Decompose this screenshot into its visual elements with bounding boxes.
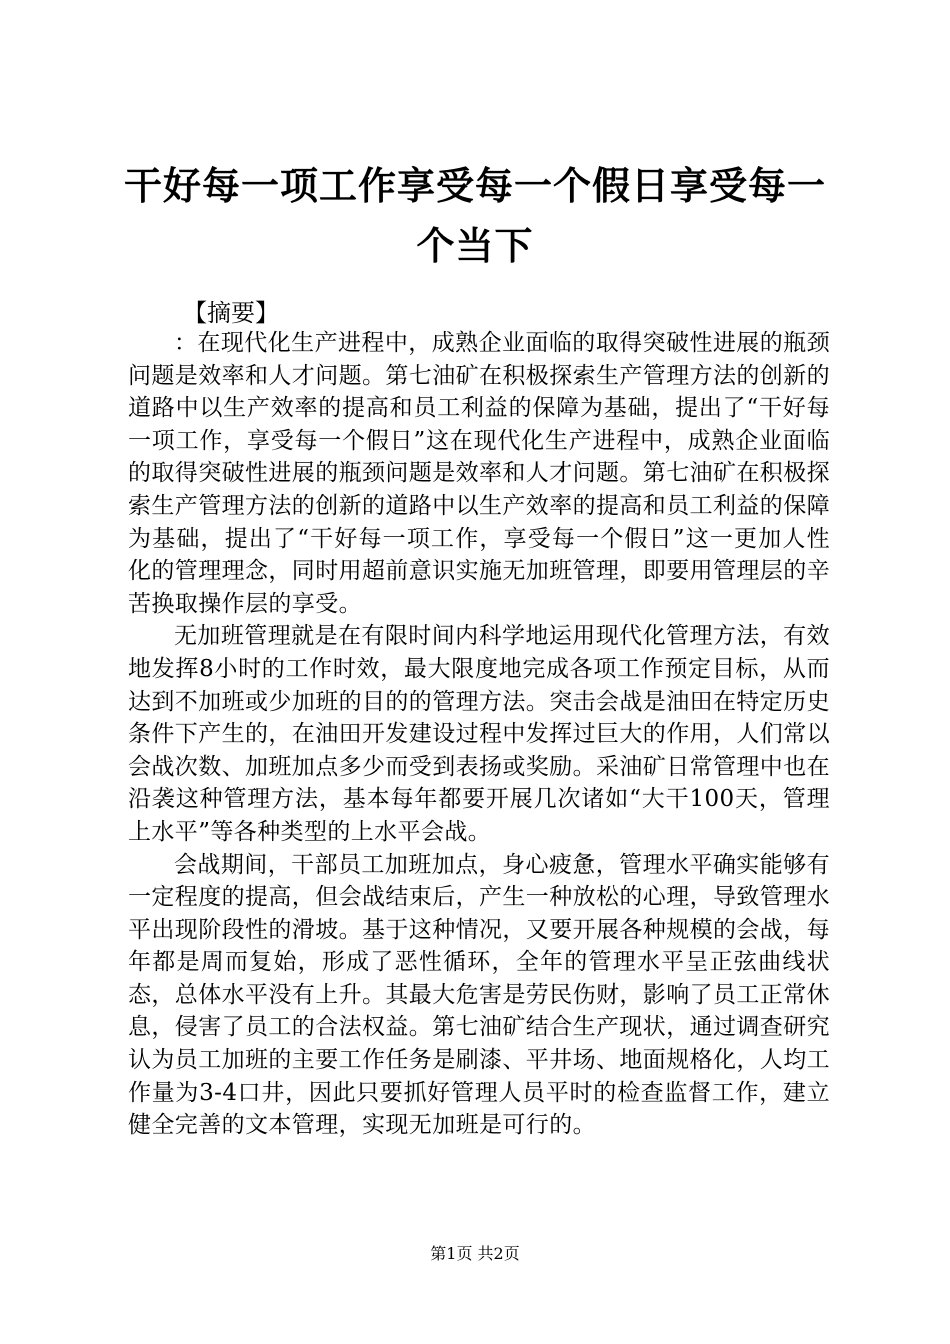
page-footer: 第1页 共2页 xyxy=(430,1244,520,1263)
abstract-label: 【摘要】 xyxy=(183,299,279,327)
document-title: 干好每一项工作享受每一个假日享受每一个当下 xyxy=(123,163,826,268)
document-body xyxy=(128,327,830,1142)
paragraph-abstract: ：在现代化生产进程中，成熟企业面临的取得突破性进展的瓶颈问题是效率和人才问题。第七油矿在积极探索生产管理方法的创新的道路中以生产效率的提高和员工利益的保障为基础，提出了“干好每一项工作，享受每一个假日”这在现代化生产进程中，成熟企业面临的取得突破性进展的瓶颈问题是效率和人才问题。第七油矿在积极探索生产管理方法的创新的道路中以生产效率的提高和员工利益的保障为基础，提出了“干好每一项工作，享受每一个假日”这一更加人性化的管理理念，同时用超前意识实施无加班管理，即要用管理层的辛苦换取操作层的享受。 xyxy=(128,330,830,617)
paragraph-campaign: 会战期间，干部员工加班加点，身心疲惫，管理水平确实能够有一定程度的提高，但会战结束后，产生一种放松的心理，导致管理水平出现阶段性的滑坡。基于这种情况，又要开展各种规模的会战，每年都是周而复始，形成了恶性循环，全年的管理水平呈正弦曲线状态，总体水平没有上升。其最大危害是劳民伤财，影响了员工正常休息，侵害了员工的合法权益。第七油矿结合生产现状，通过调查研究认为员工加班的主要工作任务是刷漆、平井场、地面规格化，人均工作量为3-4口井，因此只要抓好管理人员平时的检查监督工作，建立健全完善的文本管理，实现无加班是可行的。 xyxy=(128,851,830,1139)
paragraph-no-overtime: 无加班管理就是在有限时间内科学地运用现代化管理方法，有效地发挥8小时的工作时效，最大限度地完成各项工作预定目标，从而达到不加班或少加班的目的的管理方法。突击会战是油田在特定历史条件下产生的，在油田开发建设过程中发挥过巨大的作用，人们常以会战次数、加班加点多少而受到表扬或奖励。采油矿日常管理中也在沿袭这种管理方法，基本每年都要开展几次诸如“大干100天，管理上水平”等各种类型的上水平会战。 xyxy=(128,623,830,845)
